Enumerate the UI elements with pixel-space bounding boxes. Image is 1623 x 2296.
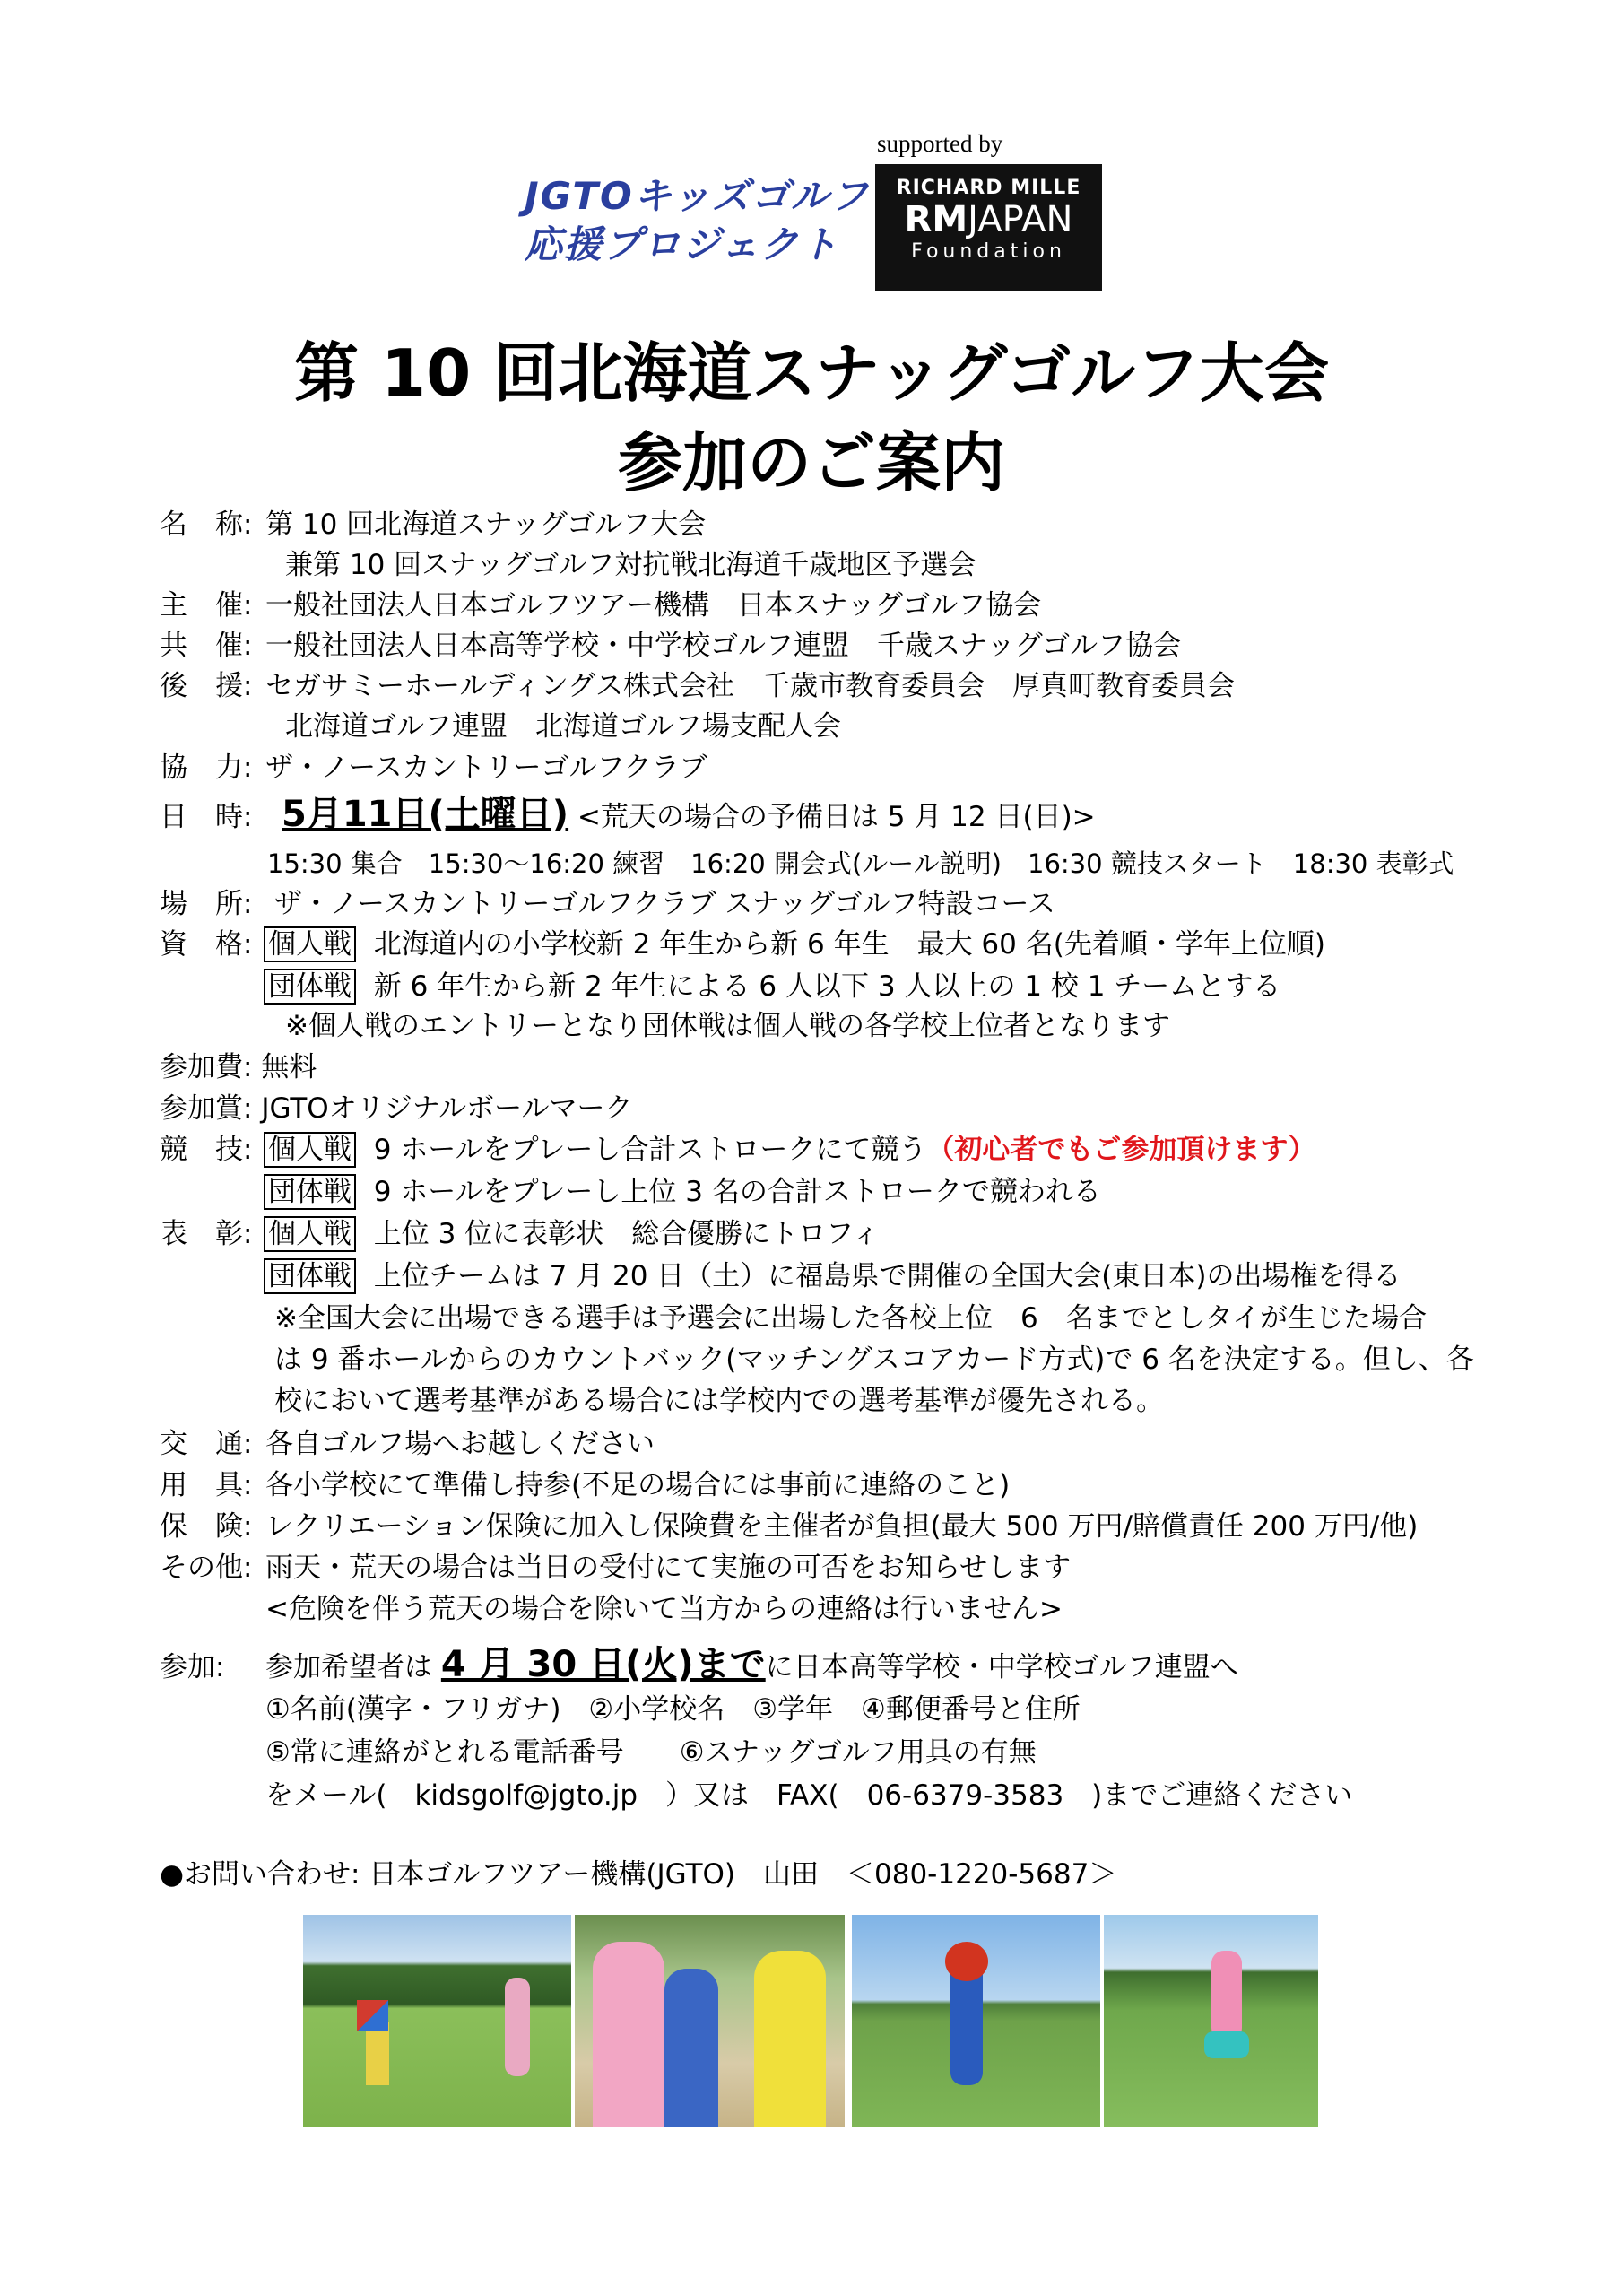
row-qual-team	[264, 969, 1280, 1004]
row-equipment	[160, 1467, 1010, 1503]
row-coop	[160, 750, 707, 786]
label-equipment: 用 具:	[160, 1469, 253, 1501]
apply-deadline: 4 月 30 日(火)まで	[440, 1644, 766, 1685]
label-award: 表 彰:	[160, 1218, 253, 1250]
value-fee: 無料	[261, 1051, 317, 1083]
label-transport: 交 通:	[160, 1428, 253, 1460]
badge-team: 団体戦	[264, 969, 356, 1004]
row-award	[160, 1216, 880, 1252]
jgto-kids-golf-logo	[525, 172, 870, 269]
supported-by: supported by	[877, 130, 1003, 157]
reserve-date: <荒天の場合の予備日は 5 月 12 日(日)>	[577, 801, 1096, 833]
row-prize	[160, 1091, 633, 1126]
row-place	[160, 886, 1055, 922]
label-name: 名 称:	[160, 509, 253, 541]
row-support	[160, 668, 1235, 704]
page-title: 第 10 回北海道スナッグゴルフ大会	[293, 335, 1329, 411]
label-date: 日 時:	[160, 801, 253, 833]
badge-individual: 個人戦	[264, 1216, 356, 1252]
value-insurance: レクリエーション保険に加入し保険費を主催者が負担(最大 500 万円/賠償責任 200 万円/他)	[265, 1510, 1419, 1543]
value-other1: 雨天・荒天の場合は当日の受付にて実施の可否をお知らせします	[265, 1552, 1072, 1584]
value-qual-individual: 北海道内の小学校新 2 年生から新 6 年生 最大 60 名(先着順・学年上位順)	[373, 928, 1325, 961]
row-fee	[160, 1049, 317, 1085]
sponsor-line3: Foundation	[911, 240, 1066, 263]
sponsor-rm: RM	[904, 199, 968, 240]
label-host: 主 催:	[160, 589, 253, 622]
row-qual-note: ※個人戦のエントリーとなり団体戦は個人戦の各学校上位者となります	[285, 1010, 1170, 1042]
photo-girl-skirt	[1204, 2031, 1249, 2058]
row-transport	[160, 1426, 655, 1462]
row-name	[160, 507, 706, 543]
row-schedule: 15:30 集合 15:30～16:20 練習 16:20 開会式(ルール説明) 16:30 競技スタート 18:30 表彰式	[267, 848, 1454, 879]
row-apply-items2: ⑤常に連絡がとれる電話番号 ⑥スナッグゴルフ用具の有無	[265, 1736, 1037, 1769]
value-transport: 各自ゴルフ場へお越しください	[265, 1428, 655, 1460]
row-apply-items1: ①名前(漢字・フリガナ) ②小学校名 ③学年 ④郵便番号と住所	[265, 1693, 1081, 1726]
label-insurance: 保 険:	[160, 1510, 253, 1543]
sponsor-line2	[875, 199, 1102, 240]
value-support1: セガサミーホールディングス株式会社 千歳市教育委員会 厚真町教育委員会	[265, 670, 1235, 702]
row-other	[160, 1550, 1071, 1586]
value-name1: 第 10 回北海道スナッグゴルフ大会	[265, 509, 707, 541]
photo-flag-pole	[366, 2022, 389, 2085]
photo-girl-swinging	[1104, 1915, 1318, 2127]
row-name2: 兼第 10 回スナッグゴルフ対抗戦北海道千歳地区予選会	[285, 549, 976, 581]
photo-flag	[357, 2000, 388, 2031]
inquiry: ●お問い合わせ: 日本ゴルフツアー機構(JGTO) 山田 ＜080-1220-5687＞	[160, 1858, 1117, 1891]
value-coop: ザ・ノースカントリーゴルフクラブ	[265, 752, 707, 784]
row-competition	[160, 1132, 1315, 1168]
page-subtitle: 参加のご案内	[617, 425, 1005, 500]
photo-child-blue	[664, 1969, 718, 2127]
label-other: その他:	[160, 1552, 253, 1584]
value-place: ザ・ノースカントリーゴルフクラブ スナッグゴルフ特設コース	[273, 888, 1055, 920]
badge-individual: 個人戦	[264, 1132, 356, 1168]
apply-pre: 参加希望者は	[265, 1651, 432, 1683]
value-equipment: 各小学校にて準備し持参(不足の場合には事前に連絡のこと)	[265, 1469, 1011, 1501]
label-support: 後 援:	[160, 670, 253, 702]
row-other2: <危険を伴う荒天の場合を除いて当方からの連絡は行いません>	[265, 1593, 1063, 1625]
row-award-team	[264, 1258, 1402, 1294]
photo-boy-head	[945, 1942, 988, 1981]
photo-girl	[1211, 1951, 1242, 2040]
row-award-note1: ※全国大会に出場できる選手は予選会に出場した各校上位 6 名までとしタイが生じた場合	[274, 1302, 1428, 1335]
row-qualification	[160, 926, 1325, 962]
photo-child-golf-flag	[303, 1915, 571, 2127]
badge-individual: 個人戦	[264, 926, 356, 962]
row-comp-team	[264, 1174, 1101, 1210]
label-competition: 競 技:	[160, 1134, 253, 1166]
row-insurance	[160, 1509, 1418, 1544]
row-host	[160, 587, 1041, 623]
sponsor-line1: RICHARD MILLE	[896, 177, 1081, 199]
row-apply	[160, 1644, 1238, 1685]
row-award-note3: 校において選考基準がある場合には学校内での選考基準が優先される。	[274, 1385, 1164, 1417]
row-support2: 北海道ゴルフ連盟 北海道ゴルフ場支配人会	[285, 710, 841, 743]
photo-child-yellow	[754, 1951, 826, 2127]
logo-line2: 応援プロジェクト	[525, 222, 840, 266]
row-award-note2: は 9 番ホールからのカウントバック(マッチングスコアカード方式)で 6 名を決定する。但し、各	[274, 1344, 1474, 1376]
label-coop: 協 力:	[160, 752, 253, 784]
label-qualification: 資 格:	[160, 928, 253, 961]
apply-post: に日本高等学校・中学校ゴルフ連盟へ	[765, 1651, 1238, 1683]
label-fee: 参加費:	[160, 1051, 253, 1083]
event-date: 5月11日(土曜日)	[282, 794, 569, 835]
value-qual-team: 新 6 年生から新 2 年生による 6 人以下 3 人以上の 1 校 1 チームとする	[373, 970, 1281, 1003]
photo-child	[505, 1978, 530, 2076]
value-comp-individual: 9 ホールをプレーし合計ストロークにて競う	[373, 1134, 927, 1166]
value-cohost: 一般社団法人日本高等学校・中学校ゴルフ連盟 千歳スナッグゴルフ協会	[265, 630, 1182, 662]
rm-japan-foundation-logo	[875, 164, 1102, 291]
photo-child-pink	[593, 1942, 664, 2127]
label-place: 場 所:	[160, 888, 253, 920]
label-apply: 参加:	[160, 1651, 225, 1683]
logo-line1: JGTOキッズゴルフ	[525, 174, 870, 218]
value-prize: JGTOオリジナルボールマーク	[261, 1092, 633, 1125]
beginner-note: （初心者でもご参加頂けます）	[926, 1134, 1316, 1166]
value-comp-team: 9 ホールをプレーし上位 3 名の合計ストロークで競われる	[373, 1176, 1101, 1208]
photo-children-shaking-hands	[575, 1915, 845, 2127]
value-host: 一般社団法人日本ゴルフツアー機構 日本スナッグゴルフ協会	[265, 589, 1042, 622]
value-award-team: 上位チームは 7 月 20 日（土）に福島県で開催の全国大会(東日本)の出場権を得る	[373, 1260, 1402, 1292]
photo-boy-swinging	[852, 1915, 1100, 2127]
value-award-individual: 上位 3 位に表彰状 総合優勝にトロフィ	[373, 1218, 880, 1250]
label-prize: 参加賞:	[160, 1092, 253, 1125]
label-cohost: 共 催:	[160, 630, 253, 662]
row-cohost	[160, 628, 1181, 664]
row-date	[160, 796, 1096, 835]
sponsor-japan: JAPAN	[968, 199, 1073, 240]
row-apply-contact: をメール( kidsgolf@jgto.jp ）又は FAX( 06-6379-3583 )までご連絡ください	[265, 1779, 1353, 1812]
badge-team: 団体戦	[264, 1258, 356, 1294]
badge-team: 団体戦	[264, 1174, 356, 1210]
